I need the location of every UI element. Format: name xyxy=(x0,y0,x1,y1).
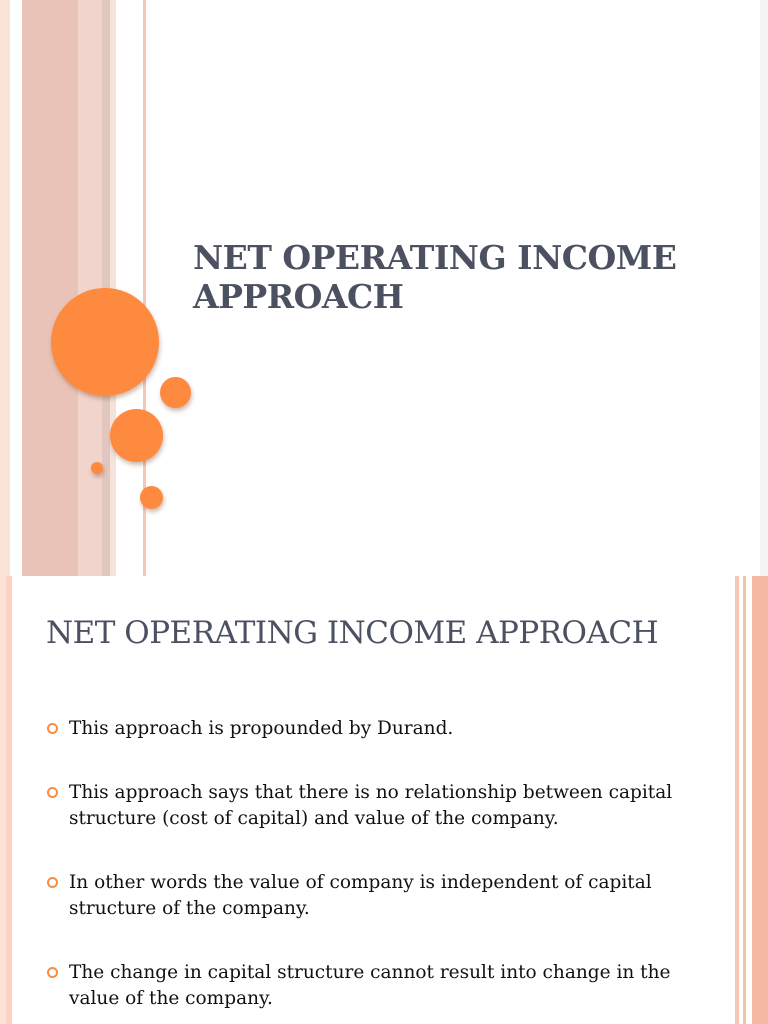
decorative-stripe xyxy=(743,576,746,1024)
slide-heading: NET OPERATING INCOME APPROACH xyxy=(46,615,659,651)
decorative-circle-small xyxy=(140,486,163,509)
decorative-stripe xyxy=(0,0,10,576)
bullet-item xyxy=(46,960,686,1012)
decorative-stripe xyxy=(752,576,768,1024)
decorative-circle-small xyxy=(160,377,191,408)
bullet-text: This approach is propounded by Durand. xyxy=(69,718,454,739)
bullet-circle-icon xyxy=(47,967,58,978)
bullet-circle-icon xyxy=(47,723,58,734)
decorative-stripe xyxy=(22,0,78,576)
bullet-item xyxy=(46,716,686,742)
bullet-list xyxy=(46,716,686,1012)
decorative-circle-tiny xyxy=(91,462,103,474)
slide-title: NET OPERATING INCOME APPROACH xyxy=(193,238,677,316)
decorative-circle-medium xyxy=(110,409,163,462)
content-slide xyxy=(0,576,768,1024)
bullet-circle-icon xyxy=(47,787,58,798)
bullet-item xyxy=(46,870,686,922)
decorative-circle-large xyxy=(51,288,159,396)
bullet-text: This approach says that there is no relationship between capital structure (cost of capital) and value of the company. xyxy=(69,782,673,829)
bullet-item xyxy=(46,780,686,832)
bullet-text: The change in capital structure cannot result into change in the value of the company. xyxy=(69,962,671,1009)
decorative-stripe xyxy=(735,576,739,1024)
bullet-text: In other words the value of company is independent of capital structure of the company. xyxy=(69,872,652,919)
decorative-stripe xyxy=(760,0,768,576)
decorative-stripe xyxy=(6,576,12,1024)
bullet-circle-icon xyxy=(47,877,58,888)
